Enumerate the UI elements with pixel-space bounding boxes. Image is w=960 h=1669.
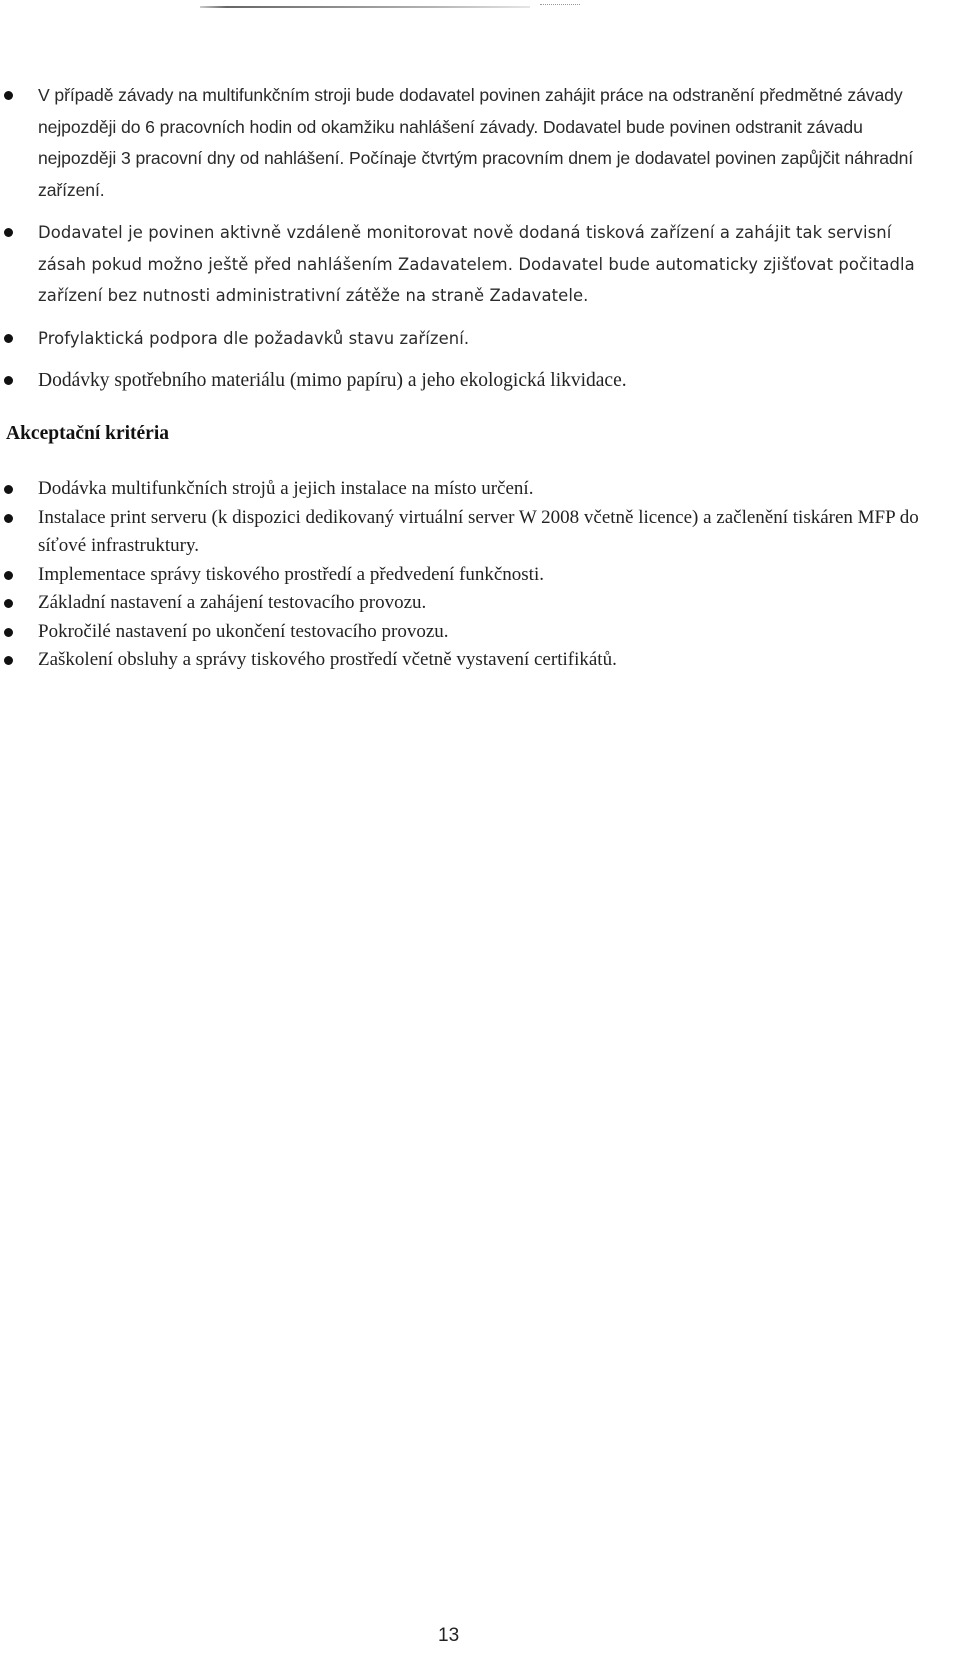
bullet-icon (4, 376, 13, 385)
list-item (0, 323, 940, 355)
scan-artifact-specks (540, 4, 580, 9)
bullet-icon (4, 228, 13, 237)
list-item (0, 80, 940, 206)
bullet-icon (4, 628, 13, 637)
list-item-text: Základní nastavení a zahájení testovacího provozu. (38, 592, 427, 613)
list-item (0, 504, 940, 561)
bullet-icon (4, 656, 13, 665)
list-item-text: Dodávky spotřebního materiálu (mimo papíru) a jeho ekologická likvidace. (38, 370, 627, 391)
list-item-text: Zaškolení obsluhy a správy tiskového prostředí včetně vystavení certifikátů. (38, 649, 617, 670)
list-item (0, 589, 940, 618)
list-item (0, 618, 940, 647)
bullet-icon (4, 334, 13, 343)
bullet-icon (4, 91, 13, 100)
list-item-text: Implementace správy tiskového prostředí a předvedení funkčnosti. (38, 563, 544, 585)
scan-artifact-line (200, 6, 530, 8)
bullet-icon (4, 599, 13, 608)
acceptance-criteria-list (0, 475, 940, 675)
bullet-icon (4, 514, 13, 523)
list-item (0, 561, 940, 590)
bullet-icon (4, 571, 13, 580)
list-item-text: Dodavatel je povinen aktivně vzdáleně monitorovat nově dodaná tisková zařízení a zahájit tak servisní zásah pokud možno ještě před nahlášením Zadavatelem. Dodavatel bude automaticky zjišťovat počitadla zařízení bez nutnosti administrativní zátěže na straně Zadavatele. (38, 223, 915, 305)
section-heading: Akceptační kritéria (6, 423, 170, 444)
list-item-text: Dodávka multifunkčních strojů a jejich instalace na místo určení. (38, 478, 534, 499)
list-item-text: Instalace print serveru (k dispozici dedikovaný virtuální server W 2008 včetně licence) a začlenění tiskáren MFP do síťové infrastruktury. (38, 506, 919, 556)
requirements-list (0, 80, 940, 408)
list-item-text: Profylaktická podpora dle požadavků stavu zařízení. (38, 328, 470, 348)
list-item-text: V případě závady na multifunkčním stroji bude dodavatel povinen zahájit práce na odstranění předmětné závady nejpozději do 6 pracovních hodin od okamžiku nahlášení závady. Dodavatel bude povinen odstranit závadu nejpozději 3 pracovní dny od nahlášení. Počínaje čtvrtým pracovním dnem je dodavatel povinen zapůjčit náhradní zařízení. (38, 85, 914, 200)
page-number: 13 (438, 1625, 460, 1646)
list-item (0, 217, 940, 312)
bullet-icon (4, 485, 13, 494)
list-item (0, 365, 940, 397)
list-item (0, 475, 940, 504)
list-item-text: Pokročilé nastavení po ukončení testovacího provozu. (38, 620, 449, 642)
list-item (0, 646, 940, 675)
